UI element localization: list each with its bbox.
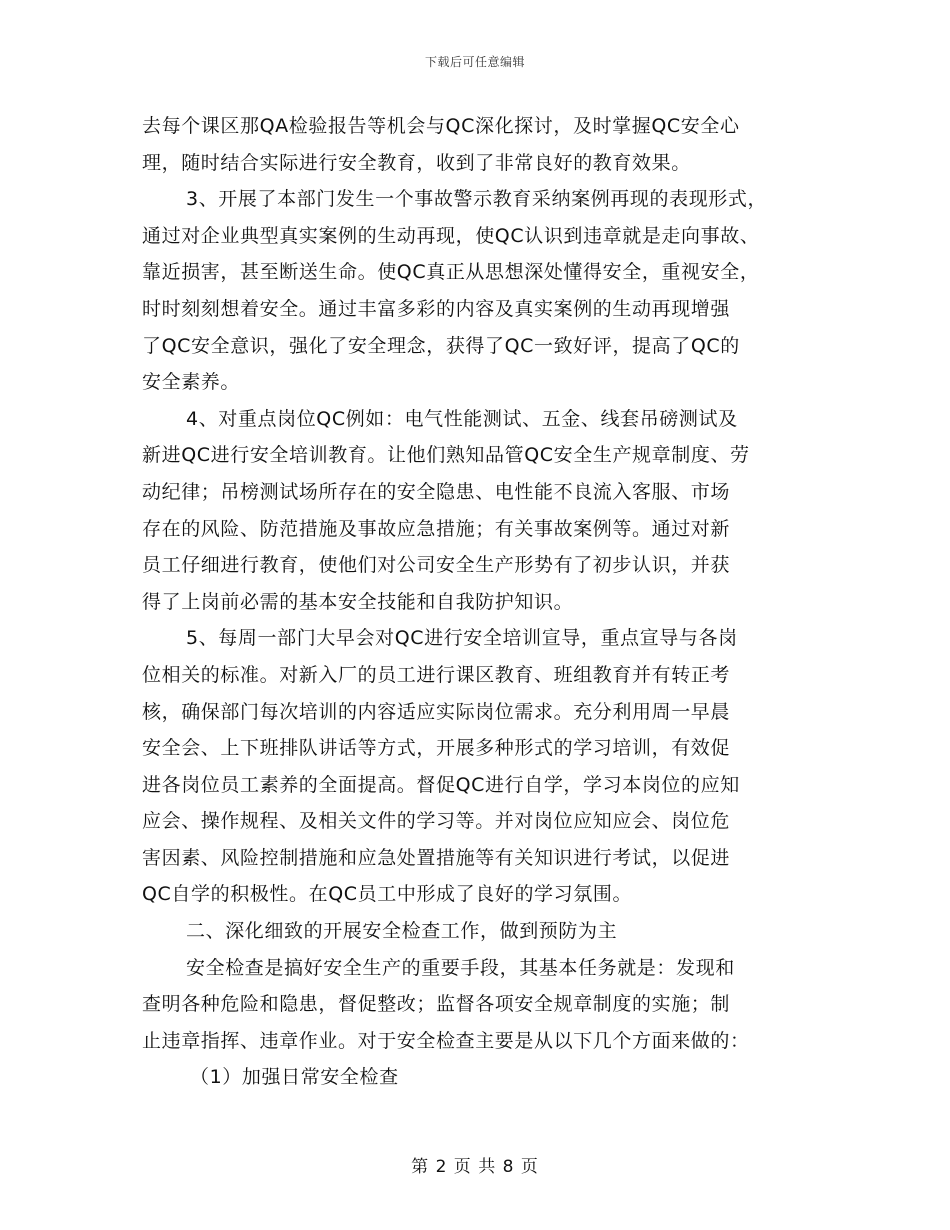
text-line: 了QC安全意识，强化了安全理念，获得了QC一致好评，提高了QC的 bbox=[142, 334, 740, 357]
text-line: 新进QC进行安全培训教育。让他们熟知品管QC安全生产规章制度、劳 bbox=[142, 444, 750, 467]
page-footer: 第 2 页 共 8 页 bbox=[411, 1157, 539, 1177]
text-line: 安全检查是搞好安全生产的重要手段，其基本任务就是：发现和 bbox=[186, 956, 735, 979]
text-line: 应会、操作规程、及相关文件的学习等。并对岗位应知应会、岗位危 bbox=[142, 810, 731, 833]
text-line: 5、每周一部门大早会对QC进行安全培训宣导，重点宣导与各岗 bbox=[186, 627, 738, 650]
text-line: 通过对企业典型真实案例的生动再现，使QC认识到违章就是走向事故、 bbox=[142, 224, 760, 247]
text-line: 害因素、风险控制措施和应急处置措施等有关知识进行考试，以促进 bbox=[142, 846, 731, 869]
text-line: 动纪律；吊榜测试场所存在的安全隐患、电性能不良流入客服、市场 bbox=[142, 480, 731, 503]
text-line: 时时刻刻想着安全。通过丰富多彩的内容及真实案例的生动再现增强 bbox=[142, 297, 731, 320]
text-line: 核，确保部门每次培训的内容适应实际岗位需求。充分利用周一早晨 bbox=[142, 700, 731, 723]
text-line: 安全素养。 bbox=[142, 371, 241, 394]
section-heading: 二、深化细致的开展安全检查工作，做到预防为主 bbox=[186, 920, 618, 943]
text-line: 存在的风险、防范措施及事故应急措施；有关事故案例等。通过对新 bbox=[142, 517, 731, 540]
subsection-heading: （1）加强日常安全检查 bbox=[190, 1066, 399, 1089]
text-line: 安全会、上下班排队讲话等方式，开展多种形式的学习培训，有效促 bbox=[142, 737, 731, 760]
text-line: 查明各种危险和隐患，督促整改；监督各项安全规章制度的实施；制 bbox=[142, 993, 731, 1016]
page-header: 下载后可任意编辑 bbox=[424, 55, 525, 69]
text-line: 3、开展了本部门发生一个事故警示教育采纳案例再现的表现形式， bbox=[186, 188, 768, 211]
text-line: 员工仔细进行教育，使他们对公司安全生产形势有了初步认识，并获 bbox=[142, 554, 731, 577]
text-line: 得了上岗前必需的基本安全技能和自我防护知识。 bbox=[142, 590, 574, 613]
text-line: 进各岗位员工素养的全面提高。督促QC进行自学，学习本岗位的应知 bbox=[142, 773, 740, 796]
text-line: 去每个课区那QA检验报告等机会与QC深化探讨，及时掌握QC安全心 bbox=[142, 115, 740, 137]
text-line: QC自学的积极性。在QC员工中形成了良好的学习氛围。 bbox=[142, 883, 633, 906]
text-line: 靠近损害，甚至断送生命。使QC真正从思想深处懂得安全，重视安全， bbox=[142, 261, 760, 284]
text-line: 理，随时结合实际进行安全教育，收到了非常良好的教育效果。 bbox=[142, 151, 691, 174]
text-line: 4、对重点岗位QC例如：电气性能测试、五金、线套吊磅测试及 bbox=[186, 407, 738, 430]
text-line: 位相关的标准。对新入厂的员工进行课区教育、班组教育并有转正考 bbox=[142, 663, 731, 686]
text-line: 止违章指挥、违章作业。对于安全检查主要是从以下几个方面来做的： bbox=[142, 1029, 750, 1052]
document-body bbox=[142, 108, 822, 1096]
